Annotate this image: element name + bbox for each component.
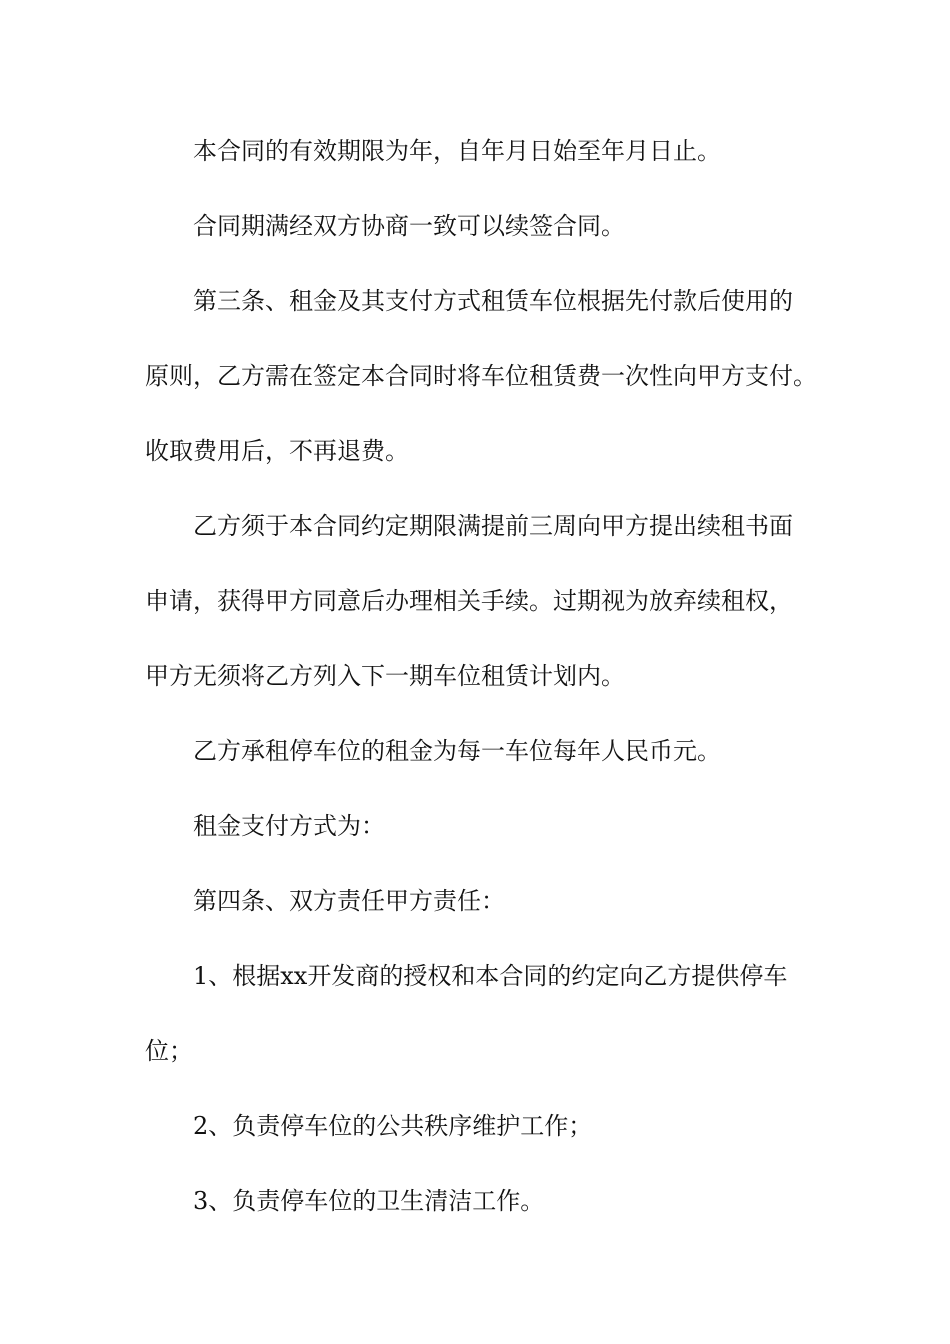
paragraph-line: 乙方承租停车位的租金为每一车位每年人民币元。 <box>193 737 721 765</box>
paragraph-line: 申请，获得甲方同意后办理相关手续。过期视为放弃续租权， <box>145 587 793 615</box>
paragraph-line: 本合同的有效期限为年，自年月日始至年月日止。 <box>193 137 721 165</box>
paragraph-line: 位； <box>145 1037 193 1065</box>
paragraph-line: 第四条、双方责任甲方责任： <box>193 887 505 915</box>
paragraph-line: 乙方须于本合同约定期限满提前三周向甲方提出续租书面 <box>193 512 793 540</box>
paragraph-line: 合同期满经双方协商一致可以续签合同。 <box>193 212 625 240</box>
paragraph-line: 收取费用后，不再退费。 <box>145 437 409 465</box>
paragraph-line: 第三条、租金及其支付方式租赁车位根据先付款后使用的 <box>193 287 793 315</box>
paragraph-line: 原则，乙方需在签定本合同时将车位租赁费一次性向甲方支付。 <box>145 362 817 390</box>
paragraph-line: 2、负责停车位的公共秩序维护工作； <box>193 1112 593 1140</box>
paragraph-line: 3、负责停车位的卫生清洁工作。 <box>193 1187 545 1215</box>
paragraph-line: 甲方无须将乙方列入下一期车位租赁计划内。 <box>145 662 625 690</box>
paragraph-line: 1、根据xx开发商的授权和本合同的约定向乙方提供停车 <box>193 962 788 990</box>
paragraph-line: 租金支付方式为： <box>193 812 385 840</box>
